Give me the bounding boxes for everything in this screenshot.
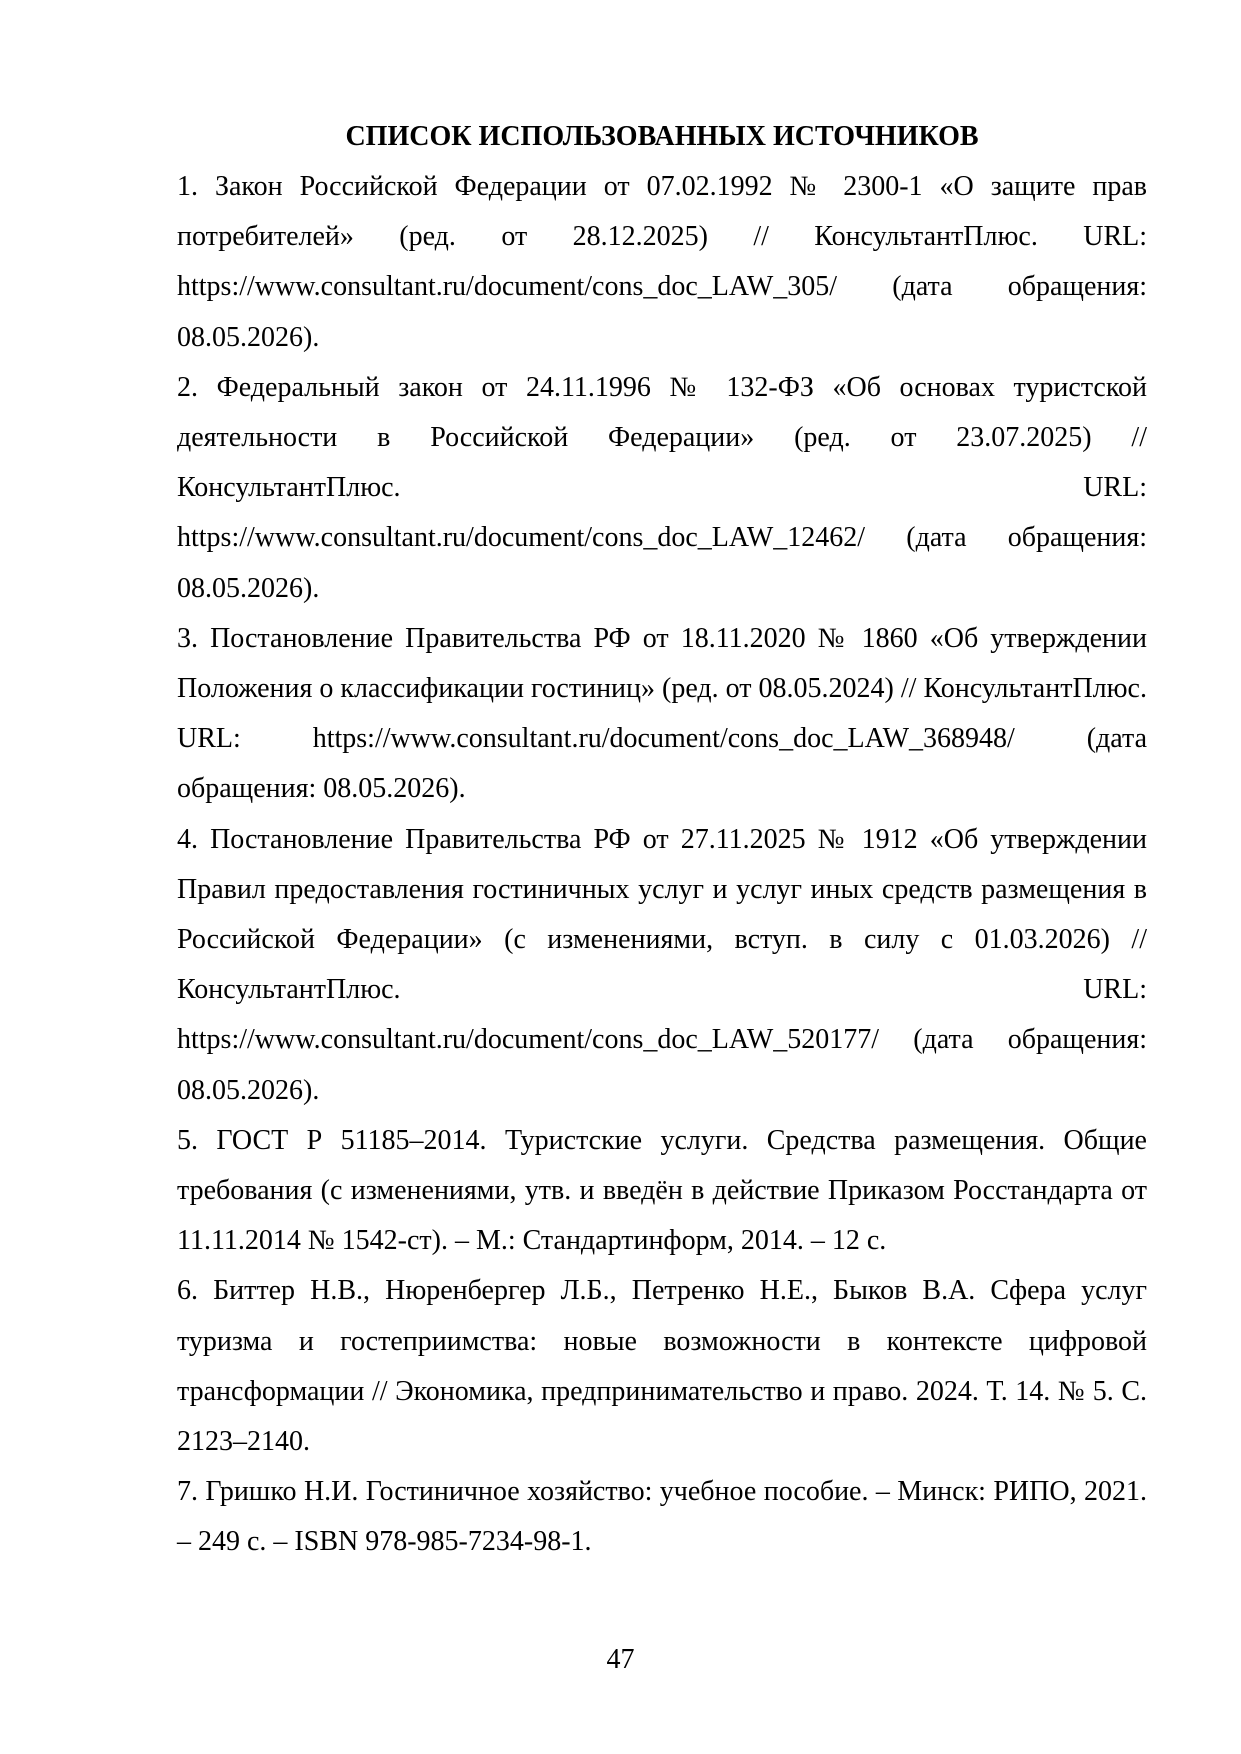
reference-item: 4. Постановление Правительства РФ от 27.11.2025 № 1912 «Об утверждении Правил предоставления гостиничных услуг и услуг иных средств размещения в Российской Федерации» (с изменениями, вступ. в силу с 01.03.2026) // КонсультантПлюс. URL: https://www.consultant.ru/document/cons_doc_LAW_520177/ (дата обращения: 08.05.2026). bbox=[177, 823, 1147, 1106]
reference-item: 1. Закон Российской Федерации от 07.02.1992 № 2300-1 «О защите прав потребителей» (ред. от 28.12.2025) // КонсультантПлюс. URL: https://www.consultant.ru/document/cons_doc_LAW_305/ (дата обращения: 08.05.2026). bbox=[177, 171, 1147, 353]
reference-item: 7. Гришко Н.И. Гостиничное хозяйство: учебное пособие. – Минск: РИПО, 2021. – 249 с. – ISBN 978-985-7234-98-1. bbox=[177, 1476, 1147, 1558]
reference-item: 5. ГОСТ Р 51185–2014. Туристские услуги. Средства размещения. Общие требования (с изменениями, утв. и введён в действие Приказом Росстандарта от 11.11.2014 № 1542-ст). – М.: Стандартинформ, 2014. – 12 с. bbox=[177, 1124, 1147, 1257]
page-content bbox=[177, 112, 1147, 1568]
reference-item: 2. Федеральный закон от 24.11.1996 № 132-ФЗ «Об основах туристской деятельности в Российской Федерации» (ред. от 23.07.2025) // КонсультантПлюс. URL: https://www.consultant.ru/document/cons_doc_LAW_12462/ (дата обращения: 08.05.2026). bbox=[177, 371, 1147, 604]
reference-item: 3. Постановление Правительства РФ от 18.11.2020 № 1860 «Об утверждении Положения о классификации гостиниц» (ред. от 08.05.2024) // КонсультантПлюс. URL: https://www.consultant.ru/document/cons_doc_LAW_368948/ (дата обращения: 08.05.2026). bbox=[177, 622, 1147, 805]
reference-item: 6. Биттер Н.В., Нюренбергер Л.Б., Петренко Н.Е., Быков В.А. Сфера услуг туризма и гостеприимства: новые возможности в контексте цифровой трансформации // Экономика, предпринимательство и право. 2024. Т. 14. № 5. С. 2123–2140. bbox=[177, 1275, 1147, 1458]
page-number: 47 bbox=[606, 1644, 635, 1675]
page-title: СПИСОК ИСПОЛЬЗОВАННЫХ ИСТОЧНИКОВ bbox=[345, 121, 979, 152]
reference-list bbox=[177, 162, 1147, 1568]
